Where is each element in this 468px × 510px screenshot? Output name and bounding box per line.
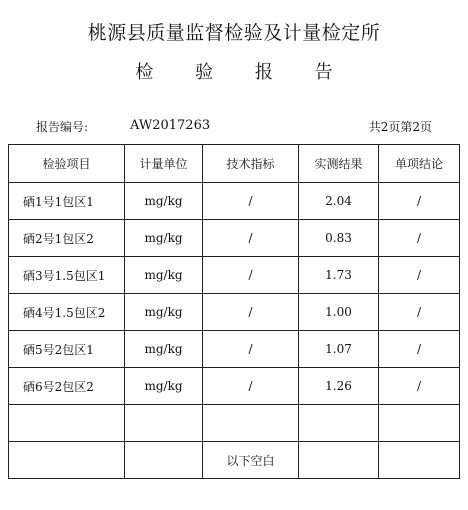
blank-cell [125,405,203,442]
conclusion-cell: / [379,183,460,220]
conclusion-cell: / [379,294,460,331]
spec-cell: / [203,183,299,220]
blank-row [9,405,460,442]
report-number-label: 报告编号: [36,120,89,134]
unit-cell: mg/kg [125,331,203,368]
report-number: AW2017263 [130,118,211,133]
item-cell: 硒3号1.5包区1 [9,257,125,294]
table-header-row [9,145,460,183]
blank-cell [9,442,125,479]
result-cell: 1.07 [299,331,379,368]
table-row [9,257,460,294]
conclusion-cell: / [379,368,460,405]
item-cell: 硒5号2包区1 [9,331,125,368]
table-row [9,368,460,405]
blank-cell [379,442,460,479]
report-title: 检 验 报 告 [135,62,351,83]
table-row [9,331,460,368]
table-row [9,183,460,220]
item-cell: 硒6号2包区2 [9,368,125,405]
blank-cell [299,405,379,442]
spec-cell: / [203,331,299,368]
blank-cell [125,442,203,479]
item-cell: 硒4号1.5包区2 [9,294,125,331]
column-header-unit: 计量单位 [125,145,203,183]
column-header-spec: 技术指标 [203,145,299,183]
inspection-results-table [8,144,460,479]
result-cell: 1.26 [299,368,379,405]
blank-cell [299,442,379,479]
item-cell: 硒1号1包区1 [9,183,125,220]
table-row [9,220,460,257]
conclusion-cell: / [379,220,460,257]
unit-cell: mg/kg [125,220,203,257]
end-note-row [9,442,460,479]
item-cell: 硒2号1包区2 [9,220,125,257]
result-cell: 1.00 [299,294,379,331]
blank-cell [379,405,460,442]
unit-cell: mg/kg [125,257,203,294]
end-note: 以下空白 [203,442,299,479]
result-cell: 1.73 [299,257,379,294]
table-row [9,294,460,331]
unit-cell: mg/kg [125,294,203,331]
page-info: 共2页第2页 [368,120,432,134]
result-cell: 0.83 [299,220,379,257]
unit-cell: mg/kg [125,368,203,405]
column-header-result: 实测结果 [299,145,379,183]
conclusion-cell: / [379,257,460,294]
spec-cell: / [203,220,299,257]
result-cell: 2.04 [299,183,379,220]
column-header-conclusion: 单项结论 [379,145,460,183]
unit-cell: mg/kg [125,183,203,220]
organization-title: 桃源县质量监督检验及计量检定所 [87,22,381,44]
blank-cell [9,405,125,442]
spec-cell: / [203,294,299,331]
conclusion-cell: / [379,331,460,368]
spec-cell: / [203,257,299,294]
spec-cell: / [203,368,299,405]
column-header-item: 检验项目 [9,145,125,183]
blank-cell [203,405,299,442]
